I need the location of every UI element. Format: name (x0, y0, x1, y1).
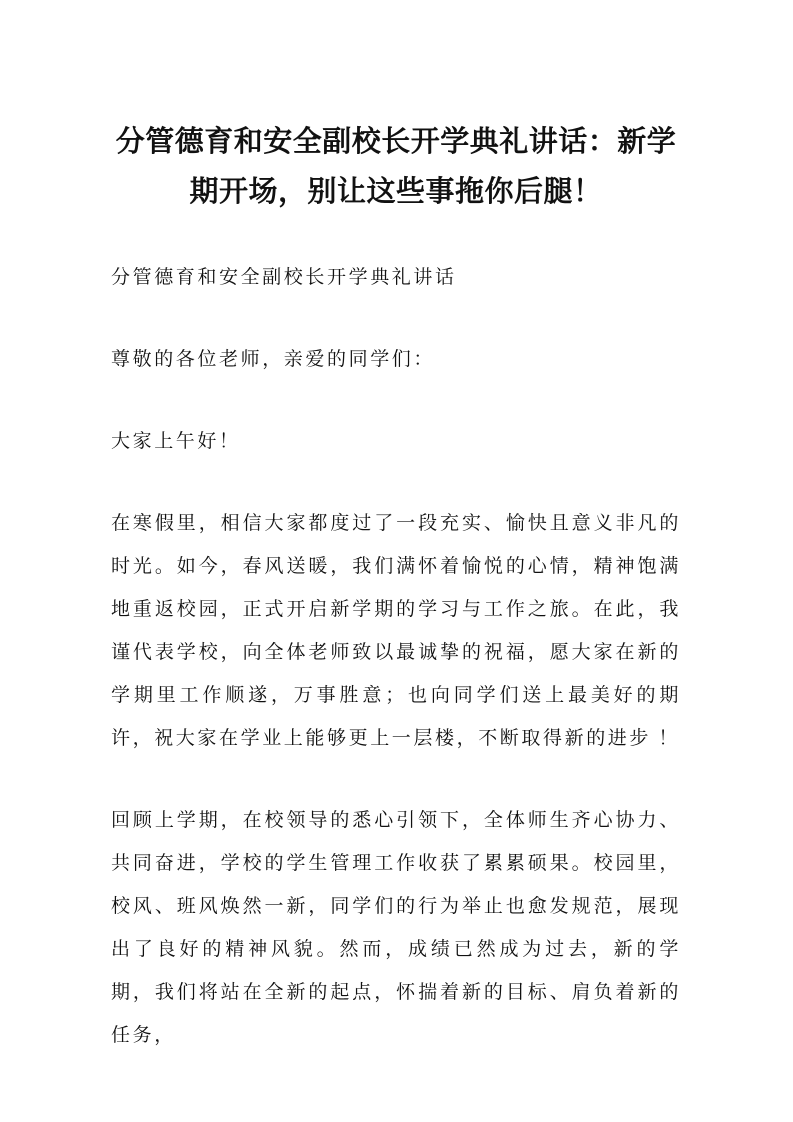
paragraph-body-2: 回顾上学期，在校领导的悉心引领下，全体师生齐心协力、共同奋进，学校的学生管理工作收获了累累硕果。校园里，校风、班风焕然一新，同学们的行为举止也愈发规范，展现出了良好的精神风貌。然而，成绩已然成为过去，新的学期，我们将站在全新的起点，怀揣着新的目标、肩负着新的任务， (111, 810, 681, 1046)
paragraph-body-1: 在寒假里，相信大家都度过了一段充实、愉快且意义非凡的时光。如今，春风送暖，我们满怀着愉悦的心情，精神饱满地重返校园，正式开启新学期的学习与工作之旅。在此，我谨代表学校，向全体老师致以最诚挚的祝福，愿大家在新的学期里工作顺遂，万事胜意；也向同学们送上最美好的期许，祝大家在学业上能够更上一层楼，不断取得新的进步 ！ (111, 513, 681, 749)
paragraph-speech-heading: 分管德育和安全副校长开学典礼讲话 (111, 267, 457, 288)
paragraph-salutation: 尊敬的各位老师，亲爱的同学们： (111, 349, 436, 370)
paragraph-greeting: 大家上午好！ (111, 431, 241, 452)
document-title: 分管德育和安全副校长开学典礼讲话：新学期开场，别让这些事拖你后腿！ (115, 126, 677, 208)
